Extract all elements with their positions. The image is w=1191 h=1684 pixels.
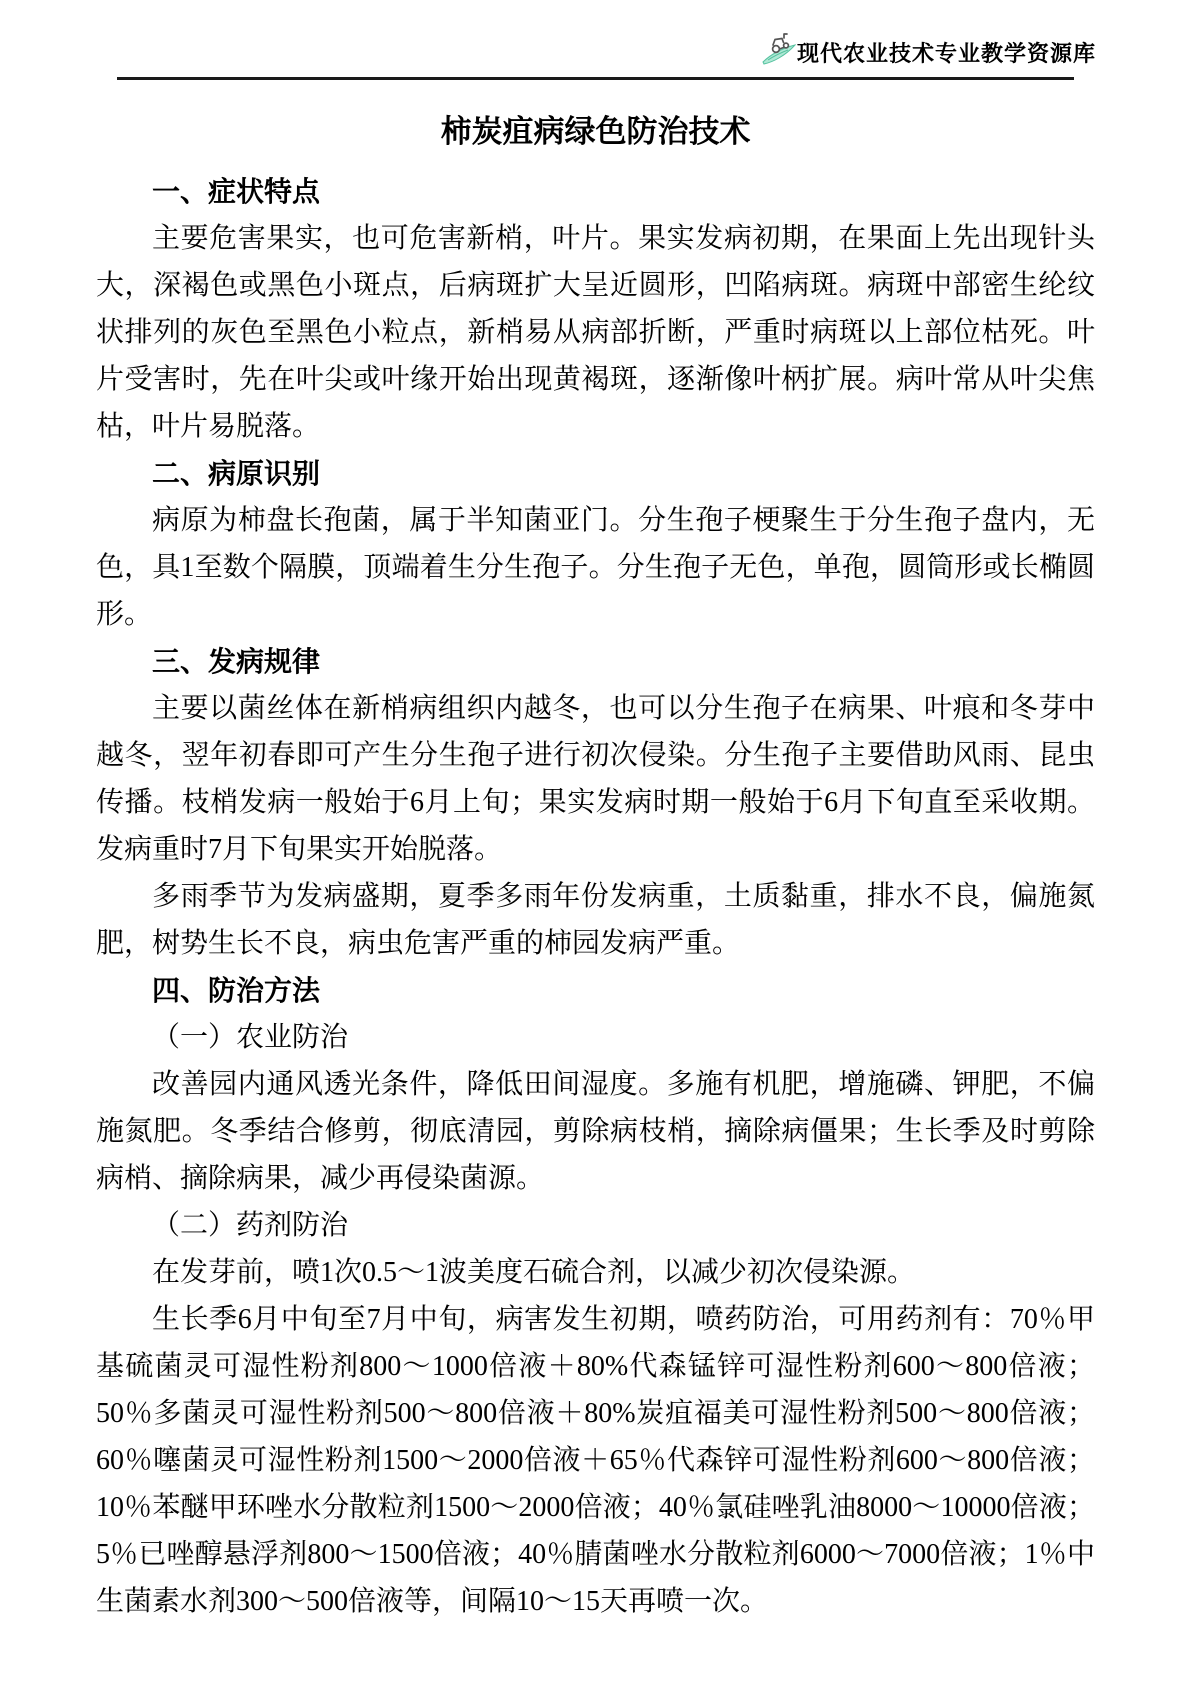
page-header xyxy=(0,0,1191,80)
paragraph: 病原为柿盘长孢菌，属于半知菌亚门。分生孢子梗聚生于分生孢子盘内，无色，具1至数个隔膜，顶端着生分生孢子。分生孢子无色，单孢，圆筒形或长椭圆形。 xyxy=(96,505,1095,630)
tractor-field-icon xyxy=(762,32,796,68)
subheading-chemical-control: （二）药剂防治 xyxy=(152,1210,349,1241)
section-heading-symptoms: 一、症状特点 xyxy=(152,176,321,207)
section-heading-disease-pattern: 三、发病规律 xyxy=(152,646,321,677)
subheading-agricultural-control: （一）农业防治 xyxy=(152,1022,349,1053)
section-disease-pattern xyxy=(96,638,1095,967)
paragraph: 在发芽前，喷1次0.5～1波美度石硫合剂，以减少初次侵染源。 xyxy=(152,1257,916,1288)
section-heading-pathogen: 二、病原识别 xyxy=(152,458,321,489)
paragraph: 生长季6月中旬至7月中旬，病害发生初期，喷药防治，可用药剂有：70％甲基硫菌灵可湿性粉剂800～1000倍液＋80%代森锰锌可湿性粉剂600～800倍液；50％多菌灵可湿性粉剂500～800倍液＋80%炭疽福美可湿性粉剂500～800倍液；60％噻菌灵可湿性粉剂1500～2000倍液＋65％代森锌可湿性粉剂600～800倍液；10％苯醚甲环唑水分散粒剂1500～2000倍液；40％氯硅唑乳油8000～10000倍液；5％已唑醇悬浮剂800～1500倍液；40％腈菌唑水分散粒剂6000～7000倍液；1％中生菌素水剂300～500倍液等，间隔10～15天再喷一次。 xyxy=(96,1304,1095,1617)
section-heading-control-methods: 四、防治方法 xyxy=(152,975,321,1006)
paragraph: 主要危害果实，也可危害新梢，叶片。果实发病初期，在果面上先出现针头大，深褐色或黑色小斑点，后病斑扩大呈近圆形，凹陷病斑。病斑中部密生纶纹状排列的灰色至黑色小粒点，新梢易从病部折断，严重时病斑以上部位枯死。叶片受害时，先在叶尖或叶缘开始出现黄褐斑，逐渐像叶柄扩展。病叶常从叶尖焦枯，叶片易脱落。 xyxy=(96,223,1095,442)
paragraph: 多雨季节为发病盛期，夏季多雨年份发病重，土质黏重，排水不良，偏施氮肥，树势生长不良，病虫危害严重的柿园发病严重。 xyxy=(96,881,1095,959)
brand-text: 现代农业技术专业教学资源库 xyxy=(796,40,1096,66)
section-pathogen xyxy=(96,450,1095,638)
document-content xyxy=(96,110,1095,1625)
paragraph: 改善园内通风透光条件，降低田间湿度。多施有机肥，增施磷、钾肥，不偏施氮肥。冬季结合修剪，彻底清园，剪除病枝梢，摘除病僵果；生长季及时剪除病梢、摘除病果，减少再侵染菌源。 xyxy=(96,1069,1095,1194)
header-divider xyxy=(117,77,1074,80)
section-control-methods xyxy=(96,967,1095,1625)
section-symptoms xyxy=(96,168,1095,450)
brand xyxy=(0,34,1191,70)
paragraph: 主要以菌丝体在新梢病组织内越冬，也可以分生孢子在病果、叶痕和冬芽中越冬，翌年初春即可产生分生孢子进行初次侵染。分生孢子主要借助风雨、昆虫传播。枝梢发病一般始于6月上旬；果实发病时期一般始于6月下旬直至采收期。发病重时7月下旬果实开始脱落。 xyxy=(96,693,1095,865)
page-title: 柿炭疽病绿色防治技术 xyxy=(440,114,751,149)
